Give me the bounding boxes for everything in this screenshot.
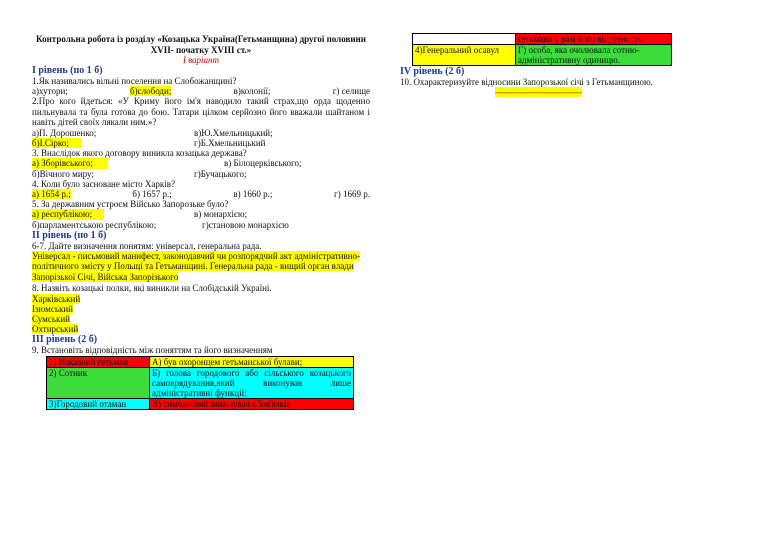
table-row [413, 45, 672, 66]
regiment-item: Харківський [32, 293, 81, 304]
q1-options: а)хутори; б)слободи; в)колонії; г) селище [32, 86, 370, 97]
definition-cell: Г) особа, яка очолювала сотню-адміністративну одиницю. [516, 45, 672, 66]
matching-table-continued [412, 33, 672, 66]
level4-heading: ІV рівень (2 б) [400, 66, 465, 77]
regiment-item: Ізюмський [32, 303, 73, 314]
variant-label: І варіант [182, 55, 220, 65]
q9-text: 9. Встановіть відповідність між поняттям та його визначенням [32, 345, 273, 356]
definition-cell: А) був охоронцем гетьманської булави; [150, 356, 354, 367]
q5-options-row1: а) республікою; в) монархією; [32, 209, 248, 220]
q5-text: 5. За державним устроєм Військо Запорозьке було? [32, 199, 229, 210]
q5-answer: а) республікою; [32, 209, 104, 219]
answer-dashes: ----------------------------- [495, 87, 582, 98]
q1-answer: б)слободи; [130, 86, 172, 97]
table-row [413, 34, 672, 45]
q4-text: 4. Коли було засноване місто Харків? [32, 178, 175, 189]
matching-table [46, 356, 354, 410]
answer-dashes-wrap [400, 87, 730, 97]
regiment-item: Сумський [32, 314, 70, 324]
q2-options-row1: а)П. Дорошенко; в)Ю.Хмельницький; [32, 127, 273, 138]
q3-options-row2: б)Вічного миру; г)Бучацького; [32, 168, 247, 179]
q2-text: 2.Про кого йдеться: «У Криму його ім'я наводило такий страх,що орда щоденно пильнувала та була готова до бою. Татари цілком серйозно його вважали шайтаном і навіть дітей своїх лякали ним.»? [32, 96, 370, 128]
level1-heading: I рівень (по 1 б) [32, 65, 103, 76]
table-row [47, 398, 354, 409]
definition-cell: Б) голова городового або сільського козацького самоврядування,який виконував лише адміністративні функції; [150, 367, 354, 398]
table-row [47, 356, 354, 367]
left-column [32, 34, 370, 410]
term-cell: 1) Наказний гетьман [47, 356, 150, 367]
q10-text: 10. Охарактеризуйте відносини Запорозької січі з Гетьманщиною. [400, 77, 653, 87]
term-cell [413, 34, 516, 45]
q67-answer: Універсал - письмовий манифест, законодавчий чи розпорядчий акт адміністративно-політичного змісту у Польщі та Гетьманщині. Генеральна рада - вищий орган влади Запорізької Січі, Війська Запорізького [32, 250, 361, 282]
level2-heading: ІІ рівень (по 1 б) [32, 229, 107, 241]
term-cell: 4)Генеральний осавул [413, 45, 516, 66]
q67-text: 6-7. Дайте визначення понятям: універсал, генеральна рада. [32, 240, 262, 251]
q2-options-row2: б)І.Сірко; г)Б.Хмельницький [32, 138, 266, 149]
q4-options: а) 1654 р.; б) 1657 р.; в) 1660 р.; г) 1669 р. [32, 189, 370, 199]
q3-answer: а) Зборівського; [32, 158, 108, 168]
right-column [400, 33, 730, 97]
q3-text: 3. Внаслідок якого договору виникла козацька держава? [32, 148, 247, 159]
definition-cell: В) тимчасовий виконувач обов'язків [150, 398, 354, 409]
table-row [47, 367, 354, 398]
regiment-item: Охтирський [32, 324, 79, 335]
q8-text: 8. Назвіть козацькі полки, які виникли на Слобідській Україні. [32, 283, 272, 294]
page-title: Контрольна робота із розділу «Козацька Україна(Гетьманщина) другої половини XVII- початку XVIII ст.» [36, 34, 366, 55]
q5-options-row2: б)парламентською республікою; г)становою монархією [32, 219, 289, 230]
q2-answer: б)І.Сірко; [32, 138, 82, 148]
term-cell: 2) Сотник [47, 367, 150, 398]
q4-answer: а) 1654 р.; [32, 189, 71, 199]
q1-text: 1.Як називались вільні поселення на Слобожанщині? [32, 76, 237, 86]
definition-cell: гетьмана у разі його відсутності. [516, 34, 672, 45]
q3-options-row1: а) Зборівського; в) Білоцерківського; [32, 158, 302, 169]
level3-heading: ІІІ рівень (2 б) [32, 334, 98, 346]
term-cell: 3)Городовий отаман [47, 398, 150, 409]
